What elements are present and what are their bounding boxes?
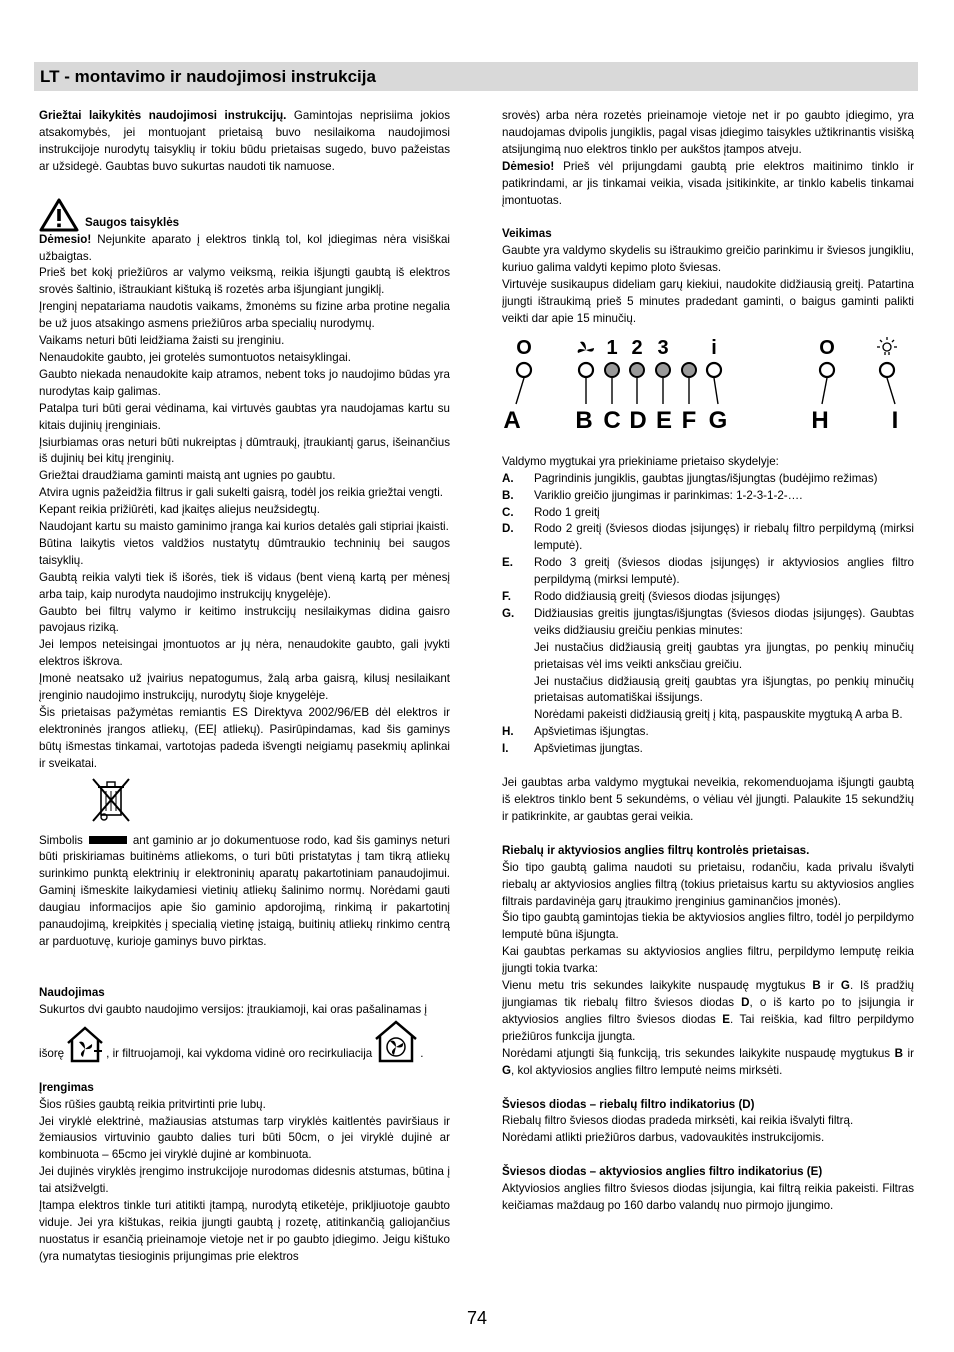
page-number: 74 [466,1308,488,1328]
panel-label-2: 2 [631,336,643,359]
left-column [39,108,450,1266]
operation-paragraph: Virtuvėje susikaupus dideliam garų kiekiui, naudokite didžiausią greitį. Patartina įjungti ištraukimą prieš 5 minutes pradedant gaminti, o baigus gaminti palikti veikti dar apie 15 minučių. [502,278,914,325]
operation-paragraph: Gaubte yra valdymo skydelis su ištraukimo greičio parinkimu ir šviesos jungikliu, kuriuo galima valdyti kepimo ploto šviesas. [502,244,914,275]
list-item: F. Rodo didžiausią greitį (šviesos diodas įsijungęs) [502,590,781,604]
safety-paragraph: Būtina laikytis vietos valdžios nustatytų dūmtraukio techninių bei saugos taisyklių. [39,536,450,567]
safety-paragraph: Atvira ugnis pažeidžia filtrus ir gali sukelti gaisrą, todėl jos reikia griežtai vengti. [39,486,444,500]
install-paragraph: Jei viryklė elektrinė, mažiausias atstumas tarp viryklės kaitlentės paviršiaus ir žemiausios virtuvinio gaubto dalies turi būti 50cm, o jei viryklė dujinė ar kombinuota – 65cmo jei viryklė dujinė ar kombinuota. [39,1114,450,1162]
safety-paragraph: Naudojant kartu su maisto gaminimo įranga kai kurios detalės gali stipriai įkaisti. [39,520,449,534]
led-d-paragraph: Riebalų filtro šviesos diodas pradeda mirksėti, kai reikia išvalyti filtrą. [502,1114,854,1128]
usage-icons-line: išorę , ir filtruojamoji, kai vykdoma vidinė oro recirkuliacija . [39,1019,450,1063]
attention-paragraph: Dėmesio! Prieš vėl prijungdami gaubtą prie elektros maitinimo tinklo ir patikrindami, ar jis tinkamai veikia, visada įsitikinkite, ar tinklo kabelis tinkamai įmontuotas. [502,159,914,207]
section-header [34,62,918,91]
crossed-bin-icon [89,777,450,829]
panel-letter-f: F [681,406,697,434]
light-bulb-icon [877,337,897,355]
warning-icon [39,198,79,232]
panel-label-3: 3 [657,336,669,359]
led-c [605,363,619,377]
attention-paragraph: Dėmesio! Nejunkite aparato į elektros tinklą tol, kol įdiegimas nėra visiškai užbaigtas. [39,232,450,263]
list-item: E. Rodo 3 greitį (šviesos diodas įsijungęs) ir aktyviosios anglies filtro perpildymą (mirksi lemputė). [502,556,914,587]
safety-paragraph: Vaikams neturi būti leidžiama žaisti su įrenginiu. [39,334,285,348]
panel-letter-i: I [891,406,899,434]
safety-paragraph: Įsiurbiamas oras neturi būti nukreiptas į dūmtraukį, įtraukiantį garus, išeinančius iš dujinių bei kitų įrenginių. [39,435,450,466]
led-d-title: Šviesos diodas – riebalų filtro indikatorius (D) [502,1097,755,1111]
usage-title: Naudojimas [39,985,105,999]
install-title: Įrengimas [39,1080,94,1094]
safety-paragraph: Griežtai draudžiama gaminti maistą ant ugnies po gaubtu. [39,469,336,483]
button-g[interactable] [707,363,721,377]
led-d-paragraph: Norėdami atlikti priežiūros darbus, vadovaukitės instrukcijomis. [502,1131,825,1145]
list-item: H. Apšvietimas išjungtas. [502,725,649,739]
safety-paragraph: Gaubtą reikia valyti tiek iš išorės, tiek iš vidaus (bent vieną kartą per mėnesį arba taip, kaip nurodyta naudojimo instrukcijų knygelėje). [39,570,450,601]
fan-icon [578,342,594,353]
button-i[interactable] [880,363,894,377]
panel-letter-h: H [811,406,829,434]
list-sub-item: Jei nustačius didžiausią greitį gaubtas yra įjungtas, po penkių minučių prietaisas vėl ims veikti anksčiau greičiu. [534,640,914,671]
list-item: A. Pagrindinis jungiklis, gaubtas įjungtas/išjungtas (budėjimo režimas) [502,471,878,485]
filters-paragraph: Šio tipo gaubtą galima naudoti su prietaisu, rodančiu, kada privalu išvalyti riebalų ar aktyviosios anglies filtrą (tokius prietaisus kartu su aktyviosios anglies filtrais pardavinėja garų įtraukimo įrenginius gaminančios įmonės). [502,860,914,908]
right-column [502,108,914,1215]
intro-paragraph: Griežtai laikykitės naudojimosi instrukcijų. Gamintojas neprisiima jokios atsakomybės, jei montuojant prietaisą buvo nesilaikoma naudojimosi instrukcijoje nurodytų taisyklių ir tokiu būdu prietaisas sugedo, buvo pažeistas ar užsidegė. Gaubtas buvo sukurtas naudoti tik namuose. [39,109,450,173]
continued-paragraph: srovės) arba nėra rozetės prieinamoje vietoje net ir po gaubto įdiegimo, yra naudojamas dvipolis jungiklis, pagal visas įdiegimo taisykles užtikrinantis visišką atsijungimą nuo elektros tinklo per aukštos įtampos atveju. [502,109,914,156]
list-item: B. Variklio greičio įjungimas ir parinkimas: 1-2-3-1-2-…. [502,488,803,502]
list-sub-item: Jei nustačius didžiausią greitį gaubtas yra išjungtas, po penkių minučių prietaisas automatiškai išsijungs. [534,674,914,705]
install-paragraph: Įtampa elektros tinkle turi atitikti įtampą, nurodytą etiketėje, prikljiuotoje gaubto viduje. Jei yra kištukas, reikia įjungti gaubtą į rozetę, atitinkančią galiojančius nuostatus ir esančią prieinamoje vietoje net ir po gaubto įdiegimo. Jeigu kištuko (yra numatytas tiesioginis prijungimas prie elektros [39,1199,450,1263]
list-item: C. Rodo 1 greitį [502,505,600,519]
panel-label-1: 1 [606,336,618,359]
safety-paragraph: Prieš bet kokį priežiūros ar valymo veiksmą, reikia išjungti gaubtą iš elektros srovės šaltinio, ištraukiant kištuką iš rozetės arba išjungiant jungiklį. [39,266,450,297]
panel-letter-e: E [655,406,673,434]
led-d [630,363,644,377]
list-item: I. Apšvietimas įjungtas. [502,742,643,756]
safety-paragraph: Gaubto niekada nenaudokite kaip atramos, nebent toks jo naudojimo būdas yra nurodytas kaip galimas. [39,367,450,398]
safety-paragraph: Įmonė neatsako už įvairius nepatogumus, žalą arba gaisrą, kilusį nesilaikant įrenginio naudojimo instrukcijų, nurodytų šioje knygelėje. [39,672,450,703]
button-a[interactable] [517,363,531,377]
filters-paragraph: Norėdami atjungti šią funkciją, tris sekundes laikykite nuspaudę mygtukus B ir G, kol aktyviosios anglies filtro lemputė neims mirksėti. [502,1046,914,1077]
install-paragraph: Šios rūšies gaubtą reikia pritvirtinti prie lubų. [39,1097,266,1111]
safety-paragraph: Kepant reikia prižiūrėti, kad įkaitęs aliejus neužsidegtų. [39,503,320,517]
panel-letter-b: B [575,406,593,434]
safety-paragraph: Gaubto bei filtrų valymo ir keitimo instrukcijų nesilaikymas didina gaisro pavojaus riziką. [39,604,450,635]
safety-paragraph: Šis prietaisas pažymėtas remiantis ES Direktyva 2002/96/EB dėl elektros ir elektroninės įrangos atliekų, (EEĮ atliekų). Pasirūpindamas, kad šis gaminys būtų išmestas tinkamai, vartotojas padeda išvengti neigiamų pasekmių aplinkai ir sveikatai. [39,706,450,770]
fault-paragraph: Jei gaubtas arba valdymo mygtukai neveikia, rekomenduojama išjungti gaubtą iš elektros tinklo bent 5 sekundėms, o vėliau vėl įjungti. Palaukite 15 sekundžių ir patikrinkite, ar gaubtas gerai veikia. [502,776,914,823]
led-e-paragraph: Aktyviosios anglies filtro šviesos diodas įsijungia, kai filtrą reikia pakeisti. Filtras keičiamas maždaug po 160 darbo valandų nuo pirmojo įjungimo. [502,1182,914,1213]
safety-paragraph: Įrenginį nepatariama naudotis vaikams, žmonėms su fizine arba protine negalia be už juos atsakingo asmens priežiūros arba specialių nurodymų. [39,300,450,331]
control-panel-diagram [502,336,914,442]
panel-letter-a: A [503,406,521,434]
button-b[interactable] [579,363,593,377]
safety-title: Saugos taisyklės [85,215,180,229]
usage-paragraph: Sukurtos dvi gaubto naudojimo versijos: įtraukiamoji, kai oras pašalinamas į [39,1002,427,1016]
button-h[interactable] [820,363,834,377]
panel-letter-d: D [629,406,647,434]
safety-paragraph: Nenaudokite gaubto, jei grotelės sumontuotos netaisyklingai. [39,350,351,364]
panel-letter-c: C [603,406,621,434]
panel-label-o-left: O [516,336,532,359]
list-item: G. Didžiausias greitis įjungtas/išjungtas (šviesos diodas įsijungęs). Gaubtas veiks didžiausiu greičiu penkias minutes: [502,606,914,637]
panel-letter-g: G [708,406,728,434]
filters-paragraph: Vienu metu tris sekundes laikykite nuspaudę mygtukus B ir G. Iš pradžių įjungiamas tik riebalų filtro šviesos diodas D, o iš karto po to įsijungia ir aktyviosios anglies filtro šviesos diodas E. Tai reiškia, kad filtro perpildymo priežiūros funkcija įjungta. [502,979,914,1043]
filters-title: Riebalų ir aktyviosios anglies filtrų kontrolės prietaisas. [502,843,810,857]
filters-paragraph: Kai gaubtas perkamas su aktyviosios anglies filtru, perpildymo lemputę reikia įjungti tokia tvarka: [502,945,914,976]
panel-label-i: i [711,336,717,359]
safety-paragraph: Jei lempos neteisingai įmontuotos ar jų nėra, nenaudokite gaubto, gali įvykti elektros iškrova. [39,638,450,669]
recirculation-hood-icon [374,1019,418,1063]
safety-paragraph: Patalpa turi būti gerai vėdinama, kai virtuvės gaubtas yra naudojamas kartu su kitais dujinių įrenginiais. [39,401,450,432]
exhaust-hood-icon [66,1025,104,1063]
panel-label-o-right: O [819,336,835,359]
led-f [682,363,696,377]
page-title: LT - montavimo ir naudojimosi instrukcija [40,67,376,86]
safety-heading [39,198,450,232]
list-sub-item: Norėdami pakeisti didžiausią greitį į kitą, paspauskite mygtuką A arba B. [534,708,903,722]
led-e [656,363,670,377]
led-e-title: Šviesos diodas – aktyviosios anglies filtro indikatorius (E) [502,1165,823,1179]
symbol-paragraph: Simbolis ant gaminio ar jo dokumentuose rodo, kad šis gaminys neturi būti priskiriamas buitinėms atliekoms, o turi būti pristatytas į tam tikrą atliekų surinkimo punktą elektrinių ir elektroninių aparatų pakartotiniam panaudojimui. Gaminį išmeskite laikydamiesi vietinių atliekų šalinimo normų. Norėdami gauti daugiau informacijos apie šio gaminio apdorojimą, rinkimą ir pakartotinį panaudojimą, kreipkitės į specialią vietinę įstaigą, buitinių atliekų rinkimo centrą ar parduotuvę, kurioje gaminys buvo pirktas. [39,833,450,948]
black-bar-symbol [89,836,127,844]
operation-title: Veikimas [502,227,552,241]
install-paragraph: Jei dujinės viryklės įrengimo instrukcijoje nurodomas didesnis atstumas, būtina į tai atsižvelgti. [39,1165,450,1196]
filters-paragraph: Šio tipo gaubtą gamintojas tiekia be aktyviosios anglies filtro, todėl jo perpildymo lemputė būna išjungta. [502,911,914,942]
buttons-intro: Valdymo mygtukai yra priekiniame prietaiso skydelyje: [502,454,779,468]
list-item: D. Rodo 2 greitį (šviesos diodas įsijungęs) ir riebalų filtro perpildymą (mirksi lemputė). [502,522,914,553]
